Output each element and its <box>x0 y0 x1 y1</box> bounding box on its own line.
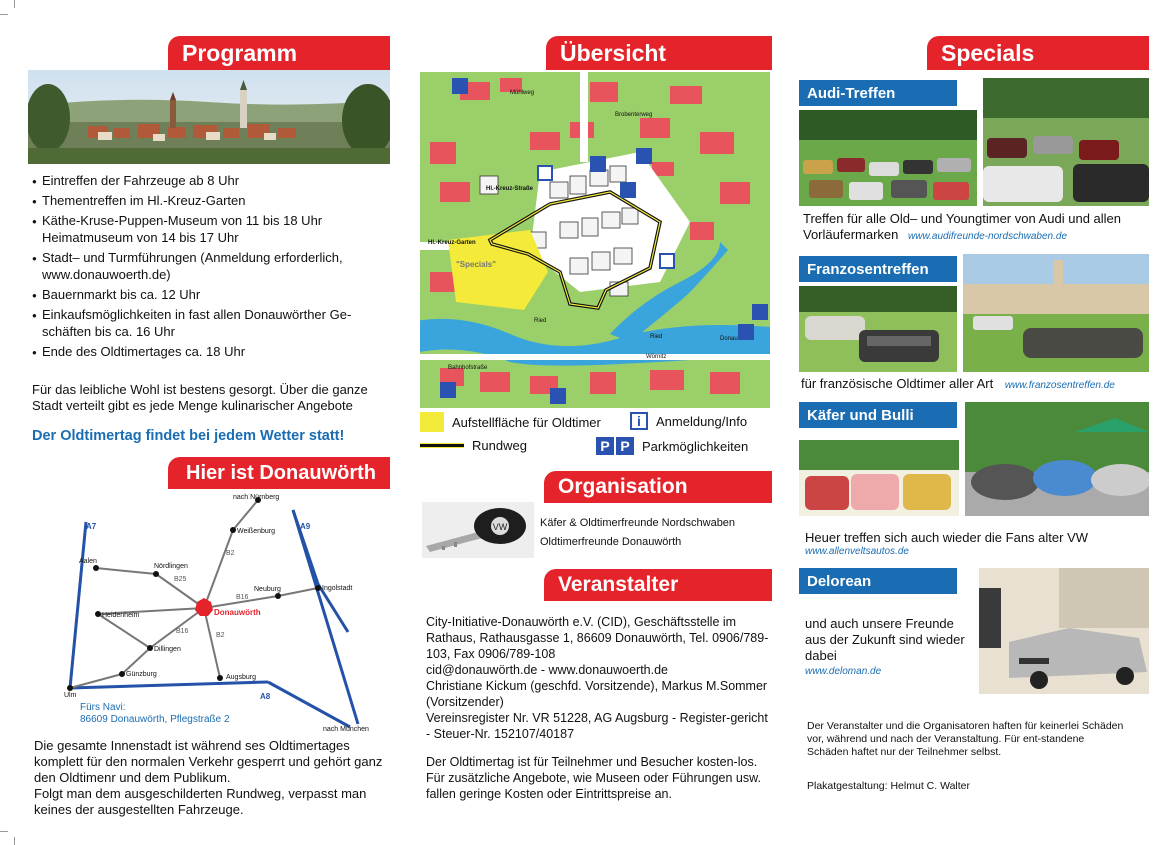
key-photo <box>422 502 534 558</box>
legend-parking-label: Parkmöglichkeiten <box>642 438 749 454</box>
audi-text <box>803 211 1149 245</box>
legend-area <box>420 412 601 432</box>
franzosen-photo-1 <box>799 286 957 372</box>
legend-parking <box>596 437 748 455</box>
map-street-label: Ried <box>534 318 547 324</box>
map-label: Neuburg <box>254 586 281 593</box>
audi-link[interactable]: www.audifreunde-nordschwaben.de <box>908 231 1068 242</box>
veranstalter-banner <box>544 569 772 601</box>
delorean-text: und auch unsere Freunde aus der Zukunft sind wieder dabei <box>805 616 965 663</box>
map-label: Augsburg <box>226 674 256 681</box>
audi-photo-2 <box>983 78 1149 206</box>
map-street-label: Hl.-Kreuz-Garten <box>428 240 476 246</box>
franzosen-link[interactable]: www.franzosentreffen.de <box>1004 380 1115 391</box>
road-map <box>28 492 390 736</box>
map-label: B25 <box>174 576 187 583</box>
uebersicht-banner <box>546 36 772 70</box>
delorean-link[interactable]: www.deloman.de <box>805 666 882 677</box>
map-street-label: Donau <box>720 336 738 342</box>
legend-info-label: Anmeldung/Info <box>656 413 748 429</box>
poster-credit: Plakatgestaltung: Helmut C. Walter <box>807 780 971 792</box>
list-item: ● Einkaufsmöglichkeiten in fast allen Donauwörther Ge- schäften bis ca. 16 Uhr <box>32 306 390 340</box>
audi-description: Treffen für alle Old– und Youngtimer von Audi und allen Vorläufermarken <box>803 211 1121 242</box>
programm-list <box>32 172 390 363</box>
crop-mark <box>14 0 15 8</box>
map-label: Ingolstadt <box>322 585 353 592</box>
crop-mark <box>14 837 15 845</box>
list-item: ● Thementreffen im Hl.-Kreuz-Garten <box>32 192 390 209</box>
map-label: B2 <box>226 550 235 557</box>
delorean-tab-label: Delorean <box>807 572 872 590</box>
map-label: B2 <box>216 632 225 639</box>
kaefer-text: Heuer treffen sich auch wieder die Fans alter VW <box>805 530 1089 545</box>
list-item: ● Käthe-Kruse-Puppen-Museum von 11 bis 18 Uhr Heimatmuseum von 14 bis 17 Uhr <box>32 212 390 246</box>
franzosen-tab <box>799 256 957 282</box>
specials-banner <box>927 36 1149 70</box>
map-label: Günzburg <box>126 671 157 678</box>
map-label: A7 <box>86 522 97 531</box>
disclaimer: Der Veranstalter und die Organisatoren haften für keinerlei Schäden vor, während und nach der Veranstaltung. Für ent-standene Schäden haftet nur der Teilnehmer selbst. <box>807 720 1124 758</box>
legend-info <box>630 412 747 430</box>
parking-garage-icon: P <box>616 437 634 455</box>
map-label: Ulm <box>64 692 77 699</box>
parking-icon: P <box>596 437 614 455</box>
map-street-label: Hl.-Kreuz-Straße <box>486 186 534 192</box>
franzosen-tab-label: Franzosentreffen <box>807 260 929 278</box>
map-label: A9 <box>300 522 311 531</box>
delorean-tab <box>799 568 957 594</box>
programm-banner <box>168 36 390 70</box>
map-label: B16 <box>236 594 249 601</box>
hier-banner <box>168 457 390 489</box>
programm-title: Programm <box>182 39 298 66</box>
list-item: ● Stadt– und Turmführungen (Anmeldung erforderlich, www.donauwoerth.de) <box>32 249 390 283</box>
kaefer-photo-1 <box>799 440 959 516</box>
legend-area-label: Aufstellfläche für Oldtimer <box>452 414 601 430</box>
map-label: nach München <box>323 726 369 733</box>
column-uebersicht <box>420 0 772 845</box>
navi-address: 86609 Donauwörth, Pflegstraße 2 <box>80 714 230 725</box>
map-label: A8 <box>260 692 271 701</box>
audi-tab-label: Audi-Treffen <box>807 84 896 102</box>
kaefer-photo-2 <box>965 402 1149 516</box>
map-street-label: Wörnitz <box>646 354 667 360</box>
map-label: Nördlingen <box>154 563 188 570</box>
audi-tab <box>799 80 957 106</box>
food-text: Für das leibliche Wohl ist bestens gesorgt. Über die ganze Stadt verteilt gibt es jede Menge kulinarischer Angebote <box>32 382 368 413</box>
crop-mark <box>0 14 8 15</box>
legend-route-swatch <box>420 443 464 448</box>
audi-photo-1 <box>799 110 977 206</box>
organisation-line1: Käfer & Oldtimerfreunde Nordschwaben <box>540 517 736 529</box>
franzosen-photo-2 <box>963 254 1149 372</box>
info-icon: i <box>630 412 648 430</box>
navi-label: Fürs Navi: <box>80 702 126 713</box>
veranstalter-cost-text: Der Oldtimertag ist für Teilnehmer und Besucher kosten-los. Für zusätzliche Angebote, wie Museen oder Führungen usw. fallen geringe Kosten oder Eintrittspreise an. <box>426 755 761 801</box>
veranstalter-title: Veranstalter <box>558 573 679 596</box>
veranstalter-text: City-Initiative-Donauwörth e.V. (CID), Geschäftsstelle im Rathaus, Rathausgasse 1, 86609 Donauwörth, Tel. 0906/789-103, Fax 0906/789-108 cid@donauwörth.de - www.donauwoerth.de Christiane Kickum (geschfd. Vorsitzende), Markus M.Sommer (Vorsitzender) Vereinsregister Nr. VR 51228, AG Augsburg - Register-gericht - Steuer-Nr. 152107/40187 <box>426 615 769 741</box>
town-panorama-photo <box>28 70 390 164</box>
map-label-donauwoerth: Donauwörth <box>214 608 261 617</box>
legend-route-label: Rundweg <box>472 438 527 453</box>
delorean-photo <box>979 568 1149 694</box>
organisation-banner <box>544 471 772 503</box>
list-item: ● Eintreffen der Fahrzeuge ab 8 Uhr <box>32 172 390 189</box>
map-label: Heidenheim <box>102 612 140 619</box>
kaefer-link[interactable]: www.allenveltsautos.de <box>805 546 909 557</box>
map-specials-label: "Specials" <box>456 260 497 269</box>
franzosen-text <box>801 376 1149 394</box>
svg-text:VW: VW <box>492 522 508 532</box>
weather-notice: Der Oldtimertag findet bei jedem Wetter statt! <box>32 428 345 444</box>
kaefer-tab-label: Käfer und Bulli <box>807 406 914 424</box>
legend-route <box>420 438 527 453</box>
map-label: Weißenburg <box>237 528 276 535</box>
map-street-label: Mühlweg <box>510 90 535 96</box>
specials-title: Specials <box>941 39 1035 66</box>
franzosen-description: für französische Oldtimer aller Art <box>801 376 994 391</box>
map-label: Dillingen <box>154 646 181 653</box>
map-label: Aalen <box>79 558 97 565</box>
map-street-label: Bahnhofstraße <box>448 365 488 371</box>
uebersicht-title: Übersicht <box>560 39 667 66</box>
kaefer-tab <box>799 402 957 428</box>
innenstadt-text: Die gesamte Innenstadt ist während ses Oldtimertages komplett für den normalen Verkehr gesperrt und gehört ganz den Oldtimenr und dem Publikum. Folgt man dem ausgeschilderten Rundweg, verpasst man keines der ausgestellten Fahrzeuge. <box>34 738 383 817</box>
crop-mark <box>0 831 8 832</box>
column-programm <box>28 0 390 845</box>
map-street-label: Ried <box>650 334 663 340</box>
hier-title: Hier ist Donauwörth <box>186 461 377 484</box>
organisation-title: Organisation <box>558 475 688 498</box>
organisation-line2: Oldtimerfreunde Donauwörth <box>540 536 682 548</box>
map-street-label: Brobenterweg <box>615 112 653 118</box>
column-specials <box>797 0 1149 845</box>
list-item: ● Ende des Oldtimertages ca. 18 Uhr <box>32 343 390 360</box>
map-label: B16 <box>176 628 189 635</box>
list-item: ● Bauernmarkt bis ca. 12 Uhr <box>32 286 390 303</box>
legend-yellow-swatch <box>420 412 444 432</box>
town-map <box>420 72 770 408</box>
map-label: nach Nürnberg <box>233 494 280 501</box>
